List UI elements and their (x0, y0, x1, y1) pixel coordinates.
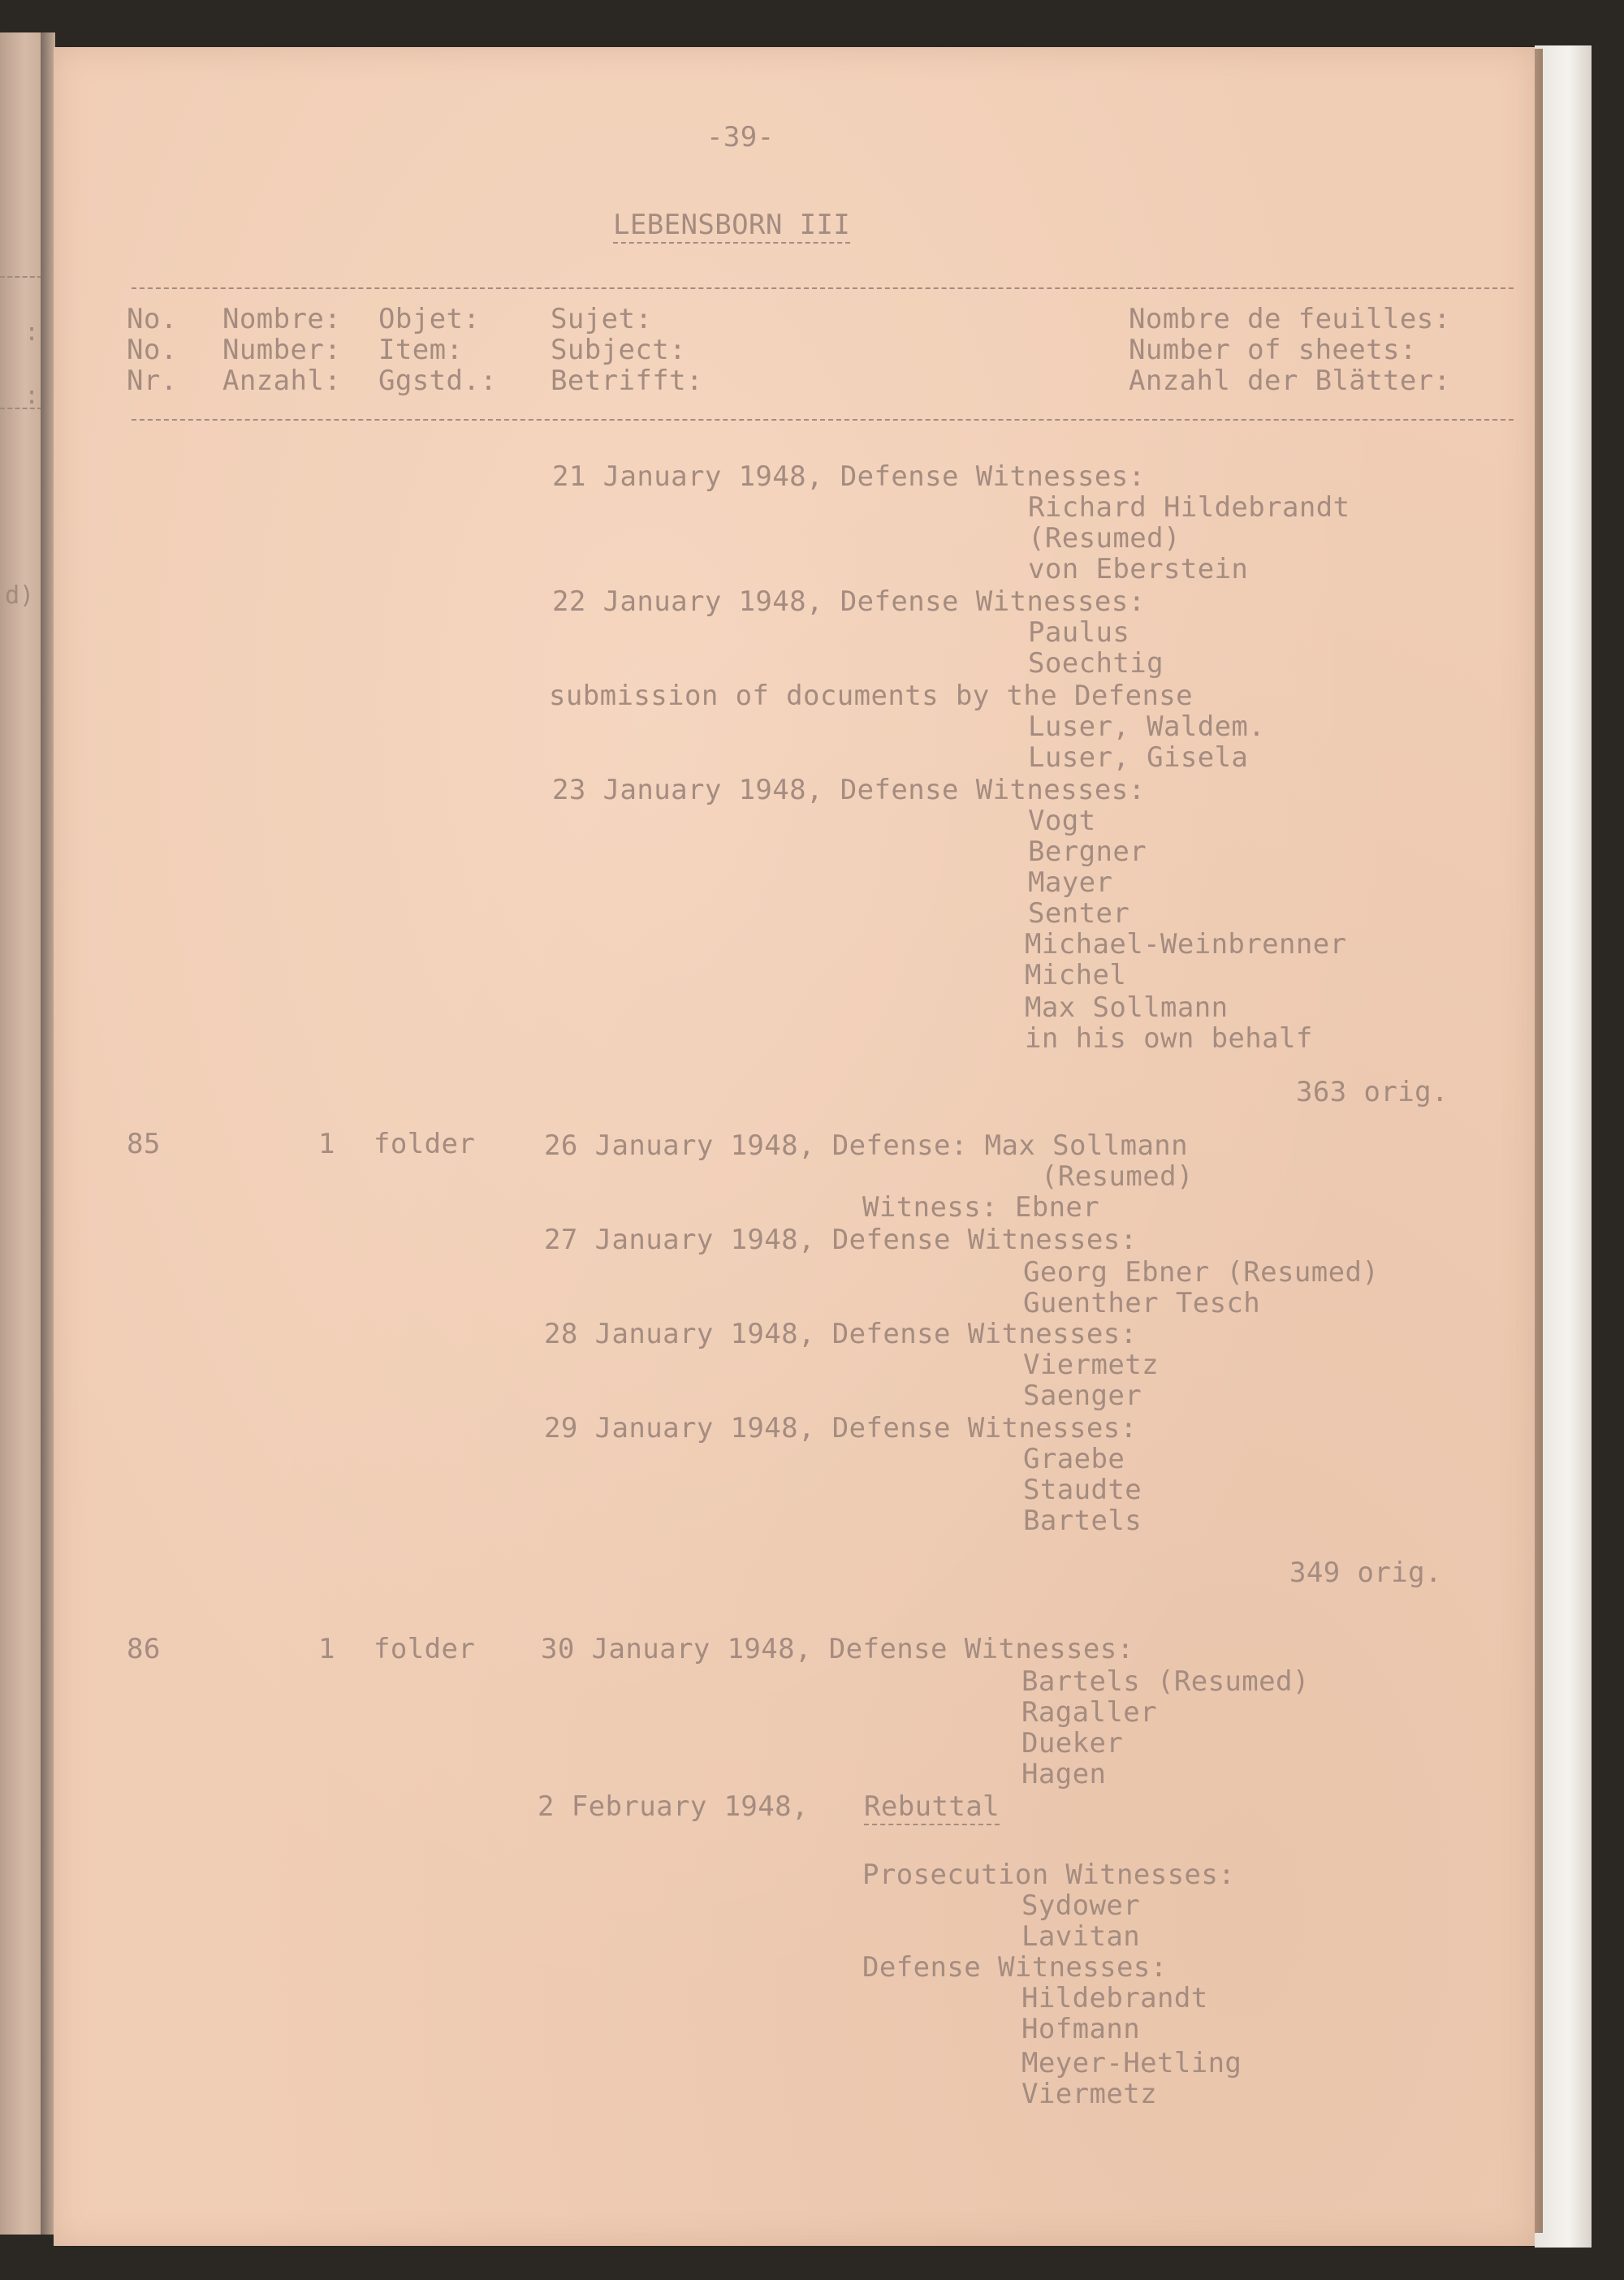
entry-line: Viermetz (1021, 2078, 1157, 2110)
page-number: -39- (706, 121, 775, 153)
entry-line: Georg Ebner (Resumed) (1023, 1256, 1380, 1289)
entry-line: Senter (1028, 897, 1130, 930)
header-subject-label: Betrifft: (551, 365, 703, 397)
entry-line: Dueker (1021, 1727, 1124, 1760)
header-subject-label: Sujet: (551, 303, 653, 335)
previous-page-edge (0, 32, 42, 2235)
entry-line: 2 February 1948, (538, 1790, 809, 1823)
entry-line: Luser, Waldem. (1028, 710, 1266, 743)
header-sheets-label: Anzahl der Blätter: (1129, 365, 1451, 397)
entry-line: Hofmann (1021, 2013, 1141, 2045)
entry-line: Richard Hildebrandt (1028, 491, 1350, 524)
page-title: LEBENSBORN III (613, 209, 850, 244)
entry-line: Luser, Gisela (1028, 741, 1249, 774)
entry-line: Bartels (Resumed) (1021, 1665, 1310, 1698)
entry-line: Ragaller (1021, 1696, 1157, 1729)
entry-line: (Resumed) (1041, 1160, 1194, 1193)
entry-line: 23 January 1948, Defense Witnesses: (552, 774, 1146, 806)
entry-line: Vogt (1028, 805, 1096, 837)
page-stack-edge (1535, 45, 1592, 2248)
header-item-label: Ggstd.: (378, 365, 498, 397)
entry-line: von Eberstein (1028, 553, 1249, 585)
entry-line: 22 January 1948, Defense Witnesses: (552, 585, 1146, 618)
entry-line: Guenther Tesch (1023, 1287, 1261, 1319)
header-item-label: Item: (378, 334, 464, 366)
entry-line: Michel (1025, 959, 1127, 991)
entry-line: Bartels (1023, 1505, 1142, 1537)
entry-line: Sydower (1021, 1889, 1141, 1922)
header-no-label: Nr. (127, 365, 178, 397)
entry-line: Staudte (1023, 1474, 1142, 1506)
entry-line: Michael-Weinbrenner (1025, 928, 1347, 961)
header-number-label: Number: (222, 334, 342, 366)
entry-no: 85 (127, 1128, 161, 1160)
document-page (54, 47, 1535, 2246)
left-page-rule (0, 276, 42, 278)
entry-line: Max Sollmann (1025, 991, 1229, 1024)
entry-line: Defense Witnesses: (862, 1951, 1168, 1984)
entry-line: 27 January 1948, Defense Witnesses: (544, 1224, 1138, 1256)
header-no-label: No. (127, 303, 178, 335)
entry-line: (Resumed) (1028, 522, 1181, 555)
entry-line: Hagen (1021, 1758, 1107, 1790)
left-page-fragment: : (24, 382, 40, 410)
entry-number: 1 (318, 1128, 335, 1160)
entry-line: 30 January 1948, Defense Witnesses: (541, 1633, 1134, 1665)
header-subject-label: Subject: (551, 334, 686, 366)
entry-line: Mayer (1028, 866, 1113, 899)
entry-number: 1 (318, 1633, 335, 1665)
entry-line: Saenger (1023, 1380, 1142, 1412)
header-number-label: Nombre: (222, 303, 342, 335)
entry-line: 26 January 1948, Defense: Max Sollmann (544, 1129, 1189, 1162)
entry-line: Viermetz (1023, 1349, 1159, 1381)
entry-line: Graebe (1023, 1443, 1125, 1475)
left-page-fragment: : (24, 318, 40, 347)
entry-sheet-count: 349 orig. (1289, 1557, 1442, 1589)
rebuttal-heading: Rebuttal (864, 1791, 1000, 1825)
entry-line: Hildebrandt (1021, 1982, 1208, 2014)
entry-line: Lavitan (1021, 1920, 1141, 1953)
left-page-fragment: d) (5, 581, 35, 610)
header-bottom-rule (132, 419, 1514, 421)
header-item-label: Objet: (378, 303, 481, 335)
entry-line: Bergner (1028, 836, 1147, 868)
entry-line: Prosecution Witnesses: (862, 1859, 1236, 1891)
entry-line: submission of documents by the Defense (549, 680, 1194, 712)
entry-line: 29 January 1948, Defense Witnesses: (544, 1412, 1138, 1444)
entry-item: folder (374, 1128, 476, 1160)
entry-sheet-count: 363 orig. (1296, 1076, 1449, 1108)
header-sheets-label: Number of sheets: (1129, 334, 1417, 366)
header-sheets-label: Nombre de feuilles: (1129, 303, 1451, 335)
entry-line: in his own behalf (1025, 1022, 1313, 1055)
entry-line: Witness: Ebner (862, 1191, 1100, 1224)
entry-line: Paulus (1028, 616, 1130, 649)
entry-line: Meyer-Hetling (1021, 2047, 1242, 2079)
header-number-label: Anzahl: (222, 365, 342, 397)
left-page-rule (0, 408, 42, 409)
entry-line: Soechtig (1028, 647, 1164, 680)
entry-item: folder (374, 1633, 476, 1665)
entry-line: 28 January 1948, Defense Witnesses: (544, 1318, 1138, 1350)
header-top-rule (132, 287, 1514, 289)
entry-line: 21 January 1948, Defense Witnesses: (552, 460, 1146, 493)
entry-no: 86 (127, 1633, 161, 1665)
header-no-label: No. (127, 334, 178, 366)
